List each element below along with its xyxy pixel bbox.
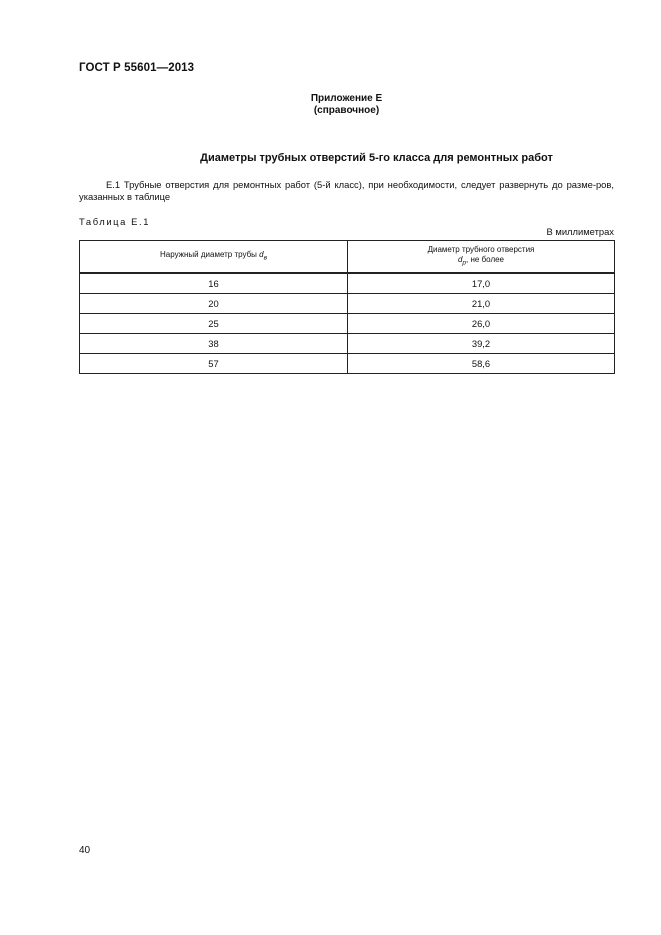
header-outer-diameter [80,241,348,274]
document-code: ГОСТ Р 55601—2013 [79,62,195,74]
header-hole-diameter-rest: , не более [466,254,505,264]
header-outer-diameter-symbol: d [259,249,264,259]
table-row [80,294,615,314]
table-row [80,334,615,354]
header-hole-diameter-subscript: р [462,259,467,267]
header-outer-diameter-text: Наружный диаметр трубы [159,249,260,259]
page-number: 40 [79,845,91,856]
body-paragraph: Е.1 Трубные отверстия для ремонтных работ (5-й класс), при необходимости, следует развернуть до разме-ров, указанных в таблице [79,179,614,202]
cell-hole-diameter: 39,2 [348,334,615,354]
header-hole-diameter [348,241,615,274]
table-row [80,314,615,334]
table-row [80,354,615,374]
header-hole-diameter-line1: Диаметр трубного отверстия [427,244,535,254]
cell-hole-diameter: 21,0 [348,294,615,314]
header-hole-diameter-symbol: d [457,254,463,264]
section-title: Диаметры трубных отверстий 5-го класса для ремонтных работ [200,152,553,164]
table-header-row [80,241,615,274]
annex-title: Приложение Е [310,93,383,104]
annex-type-note: (справочное) [313,105,380,116]
table-row [80,273,615,294]
cell-outer-diameter: 25 [80,314,348,334]
table-caption: Таблица Е.1 [79,216,151,227]
cell-outer-diameter: 20 [80,294,348,314]
cell-hole-diameter: 17,0 [348,273,615,294]
cell-hole-diameter: 58,6 [348,354,615,374]
cell-outer-diameter: 57 [80,354,348,374]
table-units-label: В миллиметрах [546,226,614,237]
diameter-table [79,240,615,374]
header-outer-diameter-subscript: в [263,254,268,262]
cell-outer-diameter: 38 [80,334,348,354]
cell-outer-diameter: 16 [80,273,348,294]
cell-hole-diameter: 26,0 [348,314,615,334]
